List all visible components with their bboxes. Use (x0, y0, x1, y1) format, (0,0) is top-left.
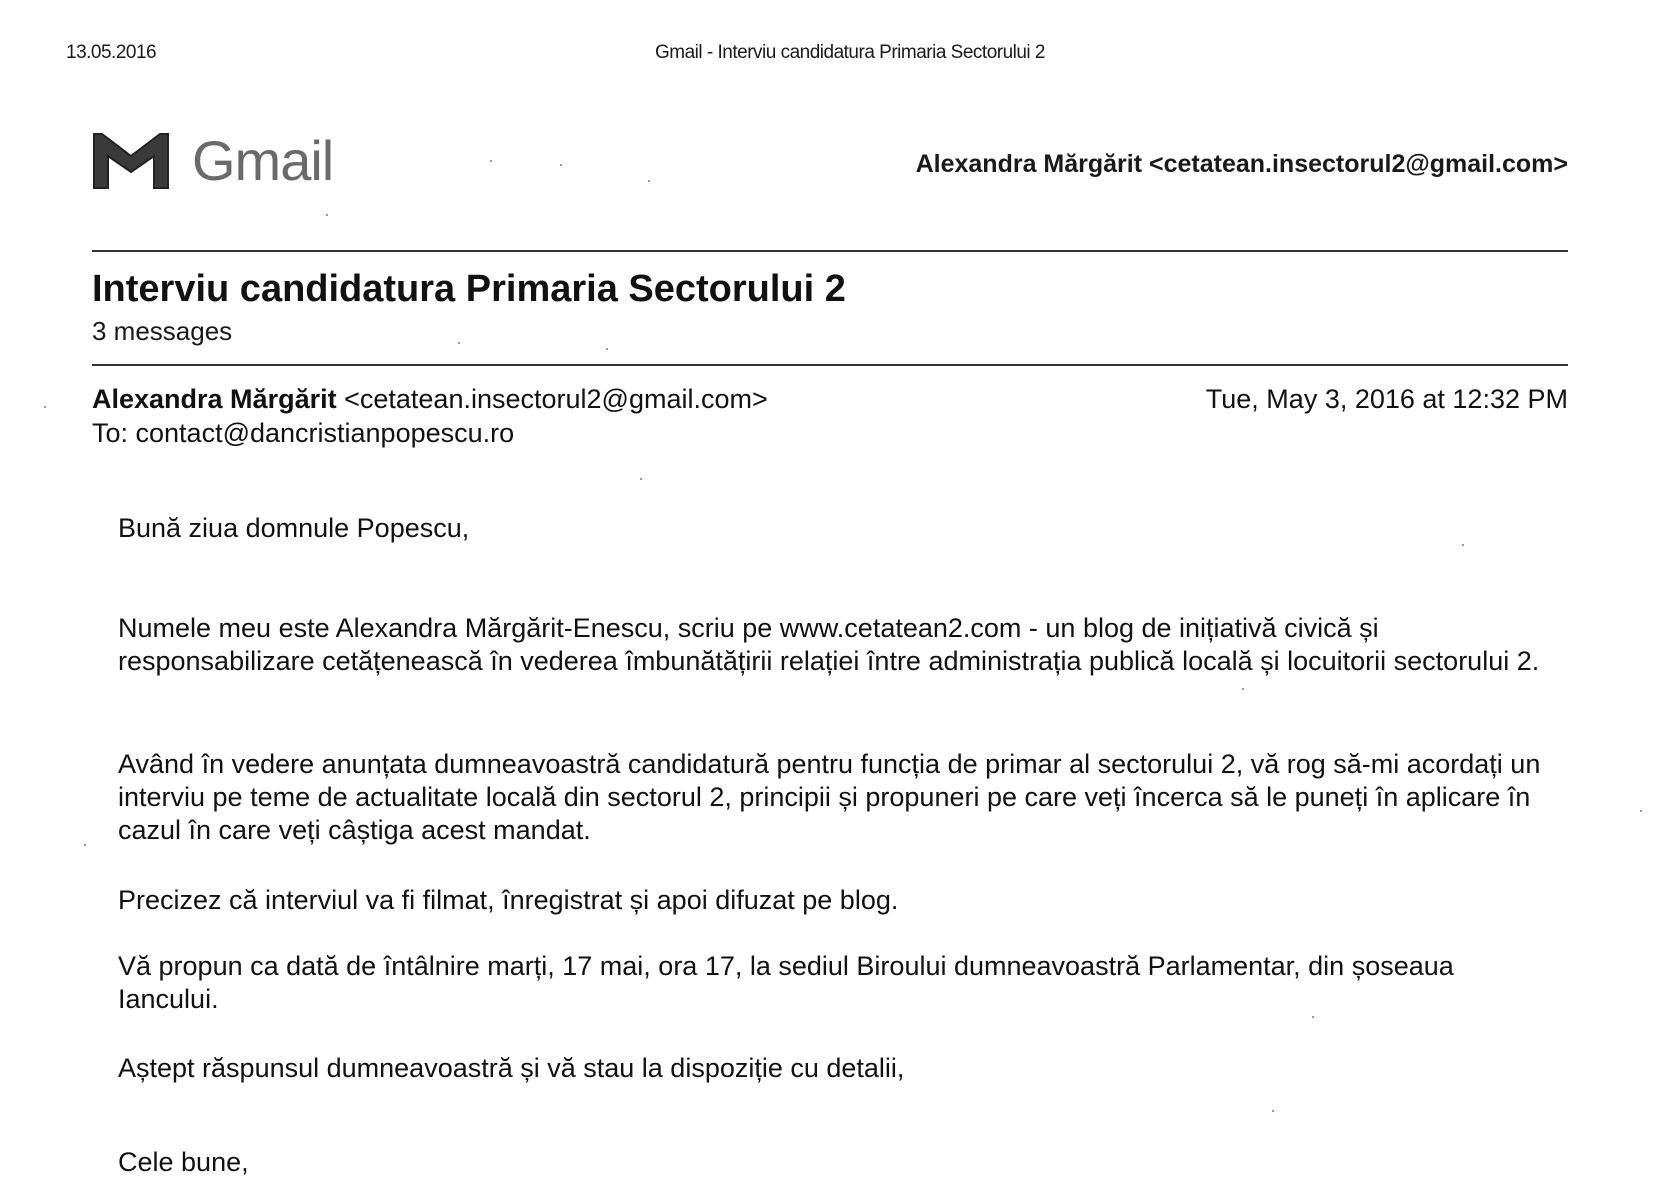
scan-speck (326, 214, 328, 216)
body-paragraph-filming: Precizez că interviul va fi filmat, înregistrat și apoi difuzat pe blog. (118, 885, 899, 915)
thread-divider (92, 364, 1568, 366)
sender-email: <cetatean.insectorul2@gmail.com> (344, 384, 768, 414)
scan-speck (490, 160, 492, 162)
gmail-envelope-icon (90, 130, 172, 192)
account-label: Alexandra Mărgărit <cetatean.insectorul2@gmail.com> (915, 150, 1568, 178)
gmail-logo (90, 128, 333, 193)
scan-speck (1462, 544, 1464, 546)
scan-speck (1312, 1016, 1314, 1018)
scan-speck (458, 342, 460, 344)
message-sender (92, 384, 768, 415)
scan-speck (1242, 688, 1244, 690)
scan-speck (1272, 1110, 1274, 1112)
scan-speck (560, 164, 562, 166)
header-divider (92, 250, 1568, 252)
sender-name: Alexandra Mărgărit (92, 384, 337, 414)
body-paragraph-reply: Aștept răspunsul dumneavoastră și vă stau la dispoziție cu detalii, (118, 1053, 905, 1083)
message-date: Tue, May 3, 2016 at 12:32 PM (1205, 384, 1568, 414)
body-paragraph-request: Având în vedere anunțata dumneavoastră candidatură pentru funcția de primar al sectorului 2, vă rog să-mi acordați un interviu pe teme de actualitate locală din sectorul 2, principii și propuneri pe care veți încerca să le puneți în aplicare în cazul în care veți câștiga acest mandat. (118, 749, 1541, 845)
print-title: Gmail - Interviu candidatura Primaria Sectorului 2 (655, 42, 1046, 63)
body-paragraph-meeting: Vă propun ca dată de întâlnire marți, 17 mai, ora 17, la sediul Biroului dumneavoastră Parlamentar, din șoseaua Iancului. (118, 951, 1454, 1014)
body-paragraph-intro: Numele meu este Alexandra Mărgărit-Enescu, scriu pe www.cetatean2.com - un blog de inițiativă civică și responsabilizare cetățenească în vederea îmbunătățirii relației între administrația publică locală și locuitorii sectorului 2. (118, 613, 1540, 676)
message-recipient: To: contact@dancristianpopescu.ro (92, 418, 515, 448)
body-closing: Cele bune, (118, 1147, 249, 1177)
body-greeting: Bună ziua domnule Popescu, (118, 513, 470, 543)
scan-speck (606, 348, 608, 350)
scan-speck (44, 406, 46, 408)
scan-speck (84, 844, 86, 846)
scan-speck (640, 478, 642, 480)
thread-subject: Interviu candidatura Primaria Sectorului 2 (92, 268, 846, 310)
print-date: 13.05.2016 (66, 42, 157, 63)
message-count: 3 messages (92, 316, 233, 346)
gmail-logo-text: Gmail (192, 129, 334, 192)
scan-speck (1640, 810, 1642, 812)
scan-speck (648, 180, 650, 182)
